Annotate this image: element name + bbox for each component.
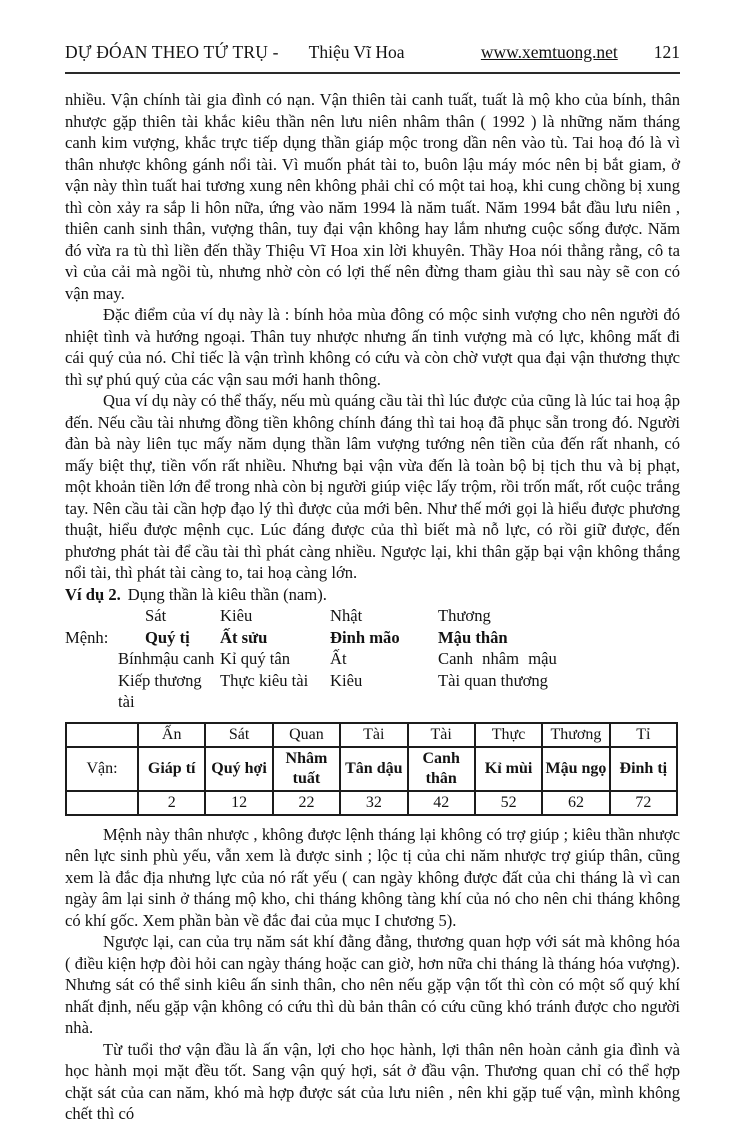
paragraph-1: nhiều. Vận chính tài gia đình có nạn. Vận thiên tài canh tuất, tuất là mộ kho của bính, thân nhược gặp thiên tài khắc kiêu thần nên lưu niên nhâm thân ( 1992 ) là những năm tháng canh kim vượng, khắc trực tiếp dụng thần giáp mộc trong dần nên vào tù. Tai hoạ đó là vì thân nhược không gánh nổi tài. Vì muốn phát tài to, buôn lậu máy móc nên bị bắt giam, ở vận này thìn tuất hai tương xung nên không phải chỉ có một tai hoạ, khi cung chồng bị xung thì còn xảy ra sắp li hôn nữa, ứng vào năm 1994 là năm tuất. Năm 1994 bắt đầu lưu niên , thiên canh sinh thân, vượng thân, tuy đại vận không hay lắm nhưng cuộc sống được. Năm đó vừa ra tù thì liền đến thầy Thiệu Vĩ Hoa xin lời khuyên. Thầy Hoa nói thẳng rằng, cô ta vì của cải mà ngồi tù, nhưng nhờ còn có lợi thế nên đừng tham giàu thì sau này sẽ con có vận may.: [65, 90, 680, 303]
age-cell: 32: [340, 791, 407, 815]
menh-row-gods: [65, 605, 680, 627]
menh-cell: Thương: [438, 606, 491, 625]
menh-cell: Sát: [145, 606, 167, 625]
menh-cell: Kiếp thương tài: [118, 670, 202, 711]
god-cell: Quan: [273, 723, 340, 747]
menh-cell: Tài quan thương: [438, 670, 548, 690]
table-row-gods: [66, 723, 677, 747]
age-cell: 2: [138, 791, 205, 815]
pillar-cell: Canh thân: [408, 747, 475, 791]
menh-cell: Quý tị: [145, 627, 190, 647]
pillar-cell: Đinh tị: [610, 747, 677, 791]
age-cell: 52: [475, 791, 542, 815]
pillar-cell: Nhâm tuất: [273, 747, 340, 791]
menh-cell: Mậu thân: [438, 627, 508, 647]
menh-row-hidden-stems: [65, 648, 680, 670]
god-cell: Tỉ: [610, 723, 677, 747]
age-cell: 72: [610, 791, 677, 815]
pillar-cell: Tân dậu: [340, 747, 407, 791]
god-cell: Thương: [542, 723, 609, 747]
menh-pillars-block: [65, 605, 680, 713]
paragraph-3: Qua ví dụ này có thể thấy, nếu mù quáng cầu tài thì lúc được của cũng là lúc tai hoạ ập đến. Nếu cầu tài nhưng đồng tiền không chính đáng thì tai hoạ đã phục sẵn trong đó. Người đàn bà này liên tục mấy năm dụng thần lâm vượng tướng nên tiền của đến rất nhanh, có mấy biệt thự, tiền vốn rất nhiều. Nhưng bại vận vừa đến là toàn bộ bị tịch thu và bị phạt, một khoản tiền lớn để trong nhà còn bị người giúp việc lấy trộm, rồi trốn mất, rốt cuộc trắng tay. Nên cầu tài cần hợp đạo lý thì được của mới bên. Như thế mới gọi là hiểu được phương thuật, hiểu được mệnh cục. Lúc đáng được của thì biết mà nỗ lực, có rồi giữ được, đến phương phát tài để cầu tài thì phát càng nhiều. Ngược lại, khi thân gặp bại vận không thắng nổi tài, thì phát tài càng to, tai hoạ càng lớn.: [65, 391, 680, 582]
god-cell: Tài: [408, 723, 475, 747]
age-cell: 62: [542, 791, 609, 815]
luck-cycles-table: [65, 722, 678, 816]
pillar-cell: Mậu ngọ: [542, 747, 609, 791]
menh-row-hidden-gods: [65, 670, 680, 713]
god-cell: Tài: [340, 723, 407, 747]
menh-cell: Thực kiêu tài: [220, 670, 309, 690]
table-row-pillars: [66, 747, 677, 791]
menh-cell: Ất: [330, 649, 347, 668]
god-cell: Ấn: [138, 723, 205, 747]
van-label: Vận:: [66, 747, 138, 791]
website-link[interactable]: www.xemtuong.net: [480, 42, 618, 62]
table-row-ages: [66, 791, 677, 815]
menh-cell: Kỉ quý tân: [220, 649, 291, 668]
pillar-cell: Quý hợi: [205, 747, 272, 791]
pillar-cell: Giáp tí: [138, 747, 205, 791]
menh-cell: Đinh mão: [330, 627, 400, 647]
menh-cell: Kiêu: [220, 606, 253, 625]
menh-row-pillars: [65, 627, 680, 649]
age-cell: 42: [408, 791, 475, 815]
example-heading: [65, 584, 680, 606]
paragraph-2: Đặc điểm của ví dụ này là : bính hỏa mùa đông có mộc sinh vượng cho nên người đó nhiệt tình và hướng ngoại. Thân tuy nhược nhưng ấn tinh vượng mà có lực, không mất đi cái quý của nó. Chỉ tiếc là vận trình không có cứu và còn chờ vượt qua đại vận thương thực thì sự phú quý của các vận sau mới hanh thông.: [65, 305, 680, 389]
author-name: Thiệu Vĩ Hoa: [308, 42, 405, 62]
example-title: Dụng thần là kiêu thần (nam).: [127, 584, 327, 604]
header-divider: [65, 72, 680, 74]
menh-cell: Nhật: [330, 606, 363, 625]
empty-cell: [66, 791, 138, 815]
god-cell: Sát: [205, 723, 272, 747]
god-cell: Thực: [475, 723, 542, 747]
paragraph-4: Mệnh này thân nhược , không được lệnh tháng lại không có trợ giúp ; kiêu thần nhược nên lực sinh phù yếu, vẫn xem là được sinh ; lộc tị của chi năm nhược trợ giúp thân, cũng xem là đắc địa nhưng lực của nó rất yếu ( can ngày không được đất của chi tháng là vì can ngày âm lại sinh ở tháng mộ kho, chi tháng không tàng khí của nó cho nên chi tháng không có khí gốc. Xem phần bàn về đắc đai của mục I chương 5).: [65, 824, 680, 930]
menh-label: Mệnh:: [65, 627, 109, 647]
book-title: DỰ ĐÓAN THEO TỨ TRỤ -: [65, 42, 279, 62]
menh-cell: Canh nhâm mậu: [438, 649, 557, 668]
pillar-cell: Kỉ mùi: [475, 747, 542, 791]
age-cell: 12: [205, 791, 272, 815]
menh-cell: Ất sửu: [220, 627, 268, 647]
paragraph-6: Từ tuổi thơ vận đầu là ấn vận, lợi cho học hành, lợi thân nên hoàn cảnh gia đình và học hành mọi mặt đều tốt. Sang vận quý hợi, sát ở đầu vận. Thương quan chỉ có thể hợp chặt sát của can năm, khó mà hợp được sát của lưu niên , nên khi gặp tuế vận, mình không chết thì có: [65, 1039, 680, 1123]
paragraph-5: Ngược lại, can của trụ năm sát khí đằng đằng, thương quan hợp với sát mà không hóa ( điều kiện hợp đòi hỏi can ngày tháng hoặc can giờ, hơn nữa chi tháng là tháng hóa vượng). Nhưng sát có thể sinh kiêu ấn sinh thân, cho nên nếu gặp vận tốt thì còn có một số quý khí nhất định, nếu gặp vận không có cứu thì dù bản thân có cứu cũng khó tránh được cho người nhà.: [65, 932, 680, 1037]
page-header: [65, 42, 680, 63]
menh-cell: Bínhmậu canh: [118, 649, 215, 668]
page-number: 121: [653, 42, 680, 62]
empty-cell: [66, 723, 138, 747]
age-cell: 22: [273, 791, 340, 815]
example-label: Ví dụ 2.: [65, 584, 121, 604]
menh-cell: Kiêu: [330, 670, 363, 690]
